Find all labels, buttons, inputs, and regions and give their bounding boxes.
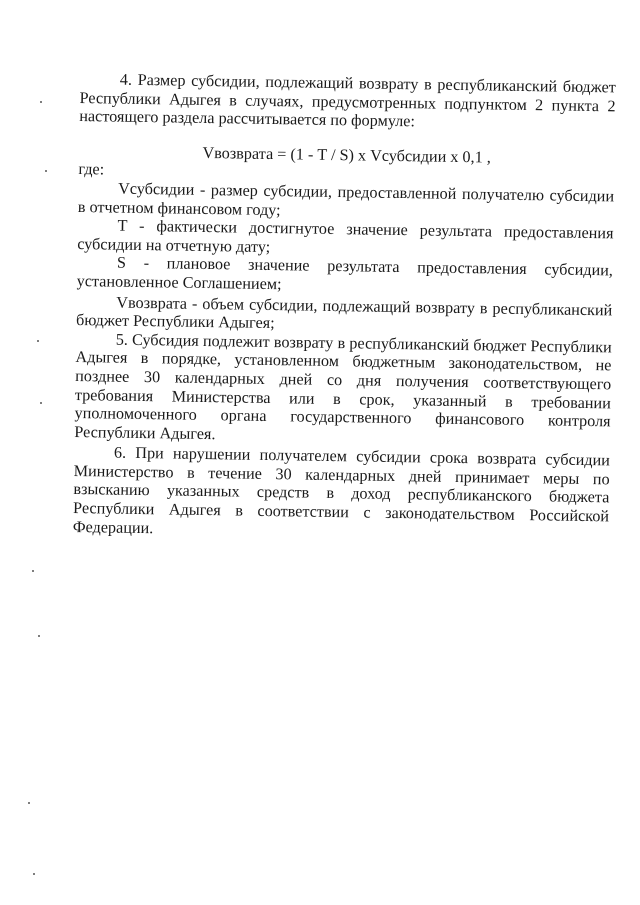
scan-speck bbox=[37, 340, 39, 342]
scan-speck bbox=[40, 402, 42, 404]
paragraph-5: 5. Субсидия подлежит возврату в республиканский бюджет Республики Адыгея в порядке, установленном бюджетным законодательством, не позднее 30 календарных дней со дня получения соответствующего требования Министерства или в срок, указанный в требовании уполномоченного органа государственного финансового контроля Республики Адыгея. bbox=[74, 330, 612, 443]
definition-vvozvrata: Vвозврата - объем субсидии, подлежащий возврату в республиканский бюджет Республики Адыгея; bbox=[75, 293, 613, 333]
formula: Vвозврата = (1 - T / S) х Vсубсидии х 0,1 , bbox=[202, 143, 491, 167]
where-label: где: bbox=[78, 160, 105, 179]
document-body bbox=[73, 70, 616, 545]
scan-speck bbox=[45, 170, 47, 172]
scan-speck bbox=[40, 101, 42, 103]
paragraph-6: 6. При нарушении получателем субсидии срока возврата субсидии Министерство в течение 30 календарных дней принимает меры по взысканию указанных средств в доход республиканского бюджета Республики Адыгея в соответствии с законодательством Российской Федерации. bbox=[72, 443, 611, 537]
scan-speck bbox=[33, 873, 35, 875]
definition-s: S - плановое значение результата предоставления субсидии, установленное Соглашением; bbox=[76, 253, 614, 294]
definition-vsubsidii: Vсубсидии - размер субсидии, предоставленной получателю субсидии в отчетном финансовом году; bbox=[77, 179, 615, 219]
definition-t: T - фактически достигнутое значение результата предоставления субсидии на отчетную дату; bbox=[77, 216, 614, 256]
scan-speck bbox=[38, 635, 40, 637]
paragraph-4: 4. Размер субсидии, подлежащий возврату в республиканский бюджет Республики Адыгея в случаях, предусмотренных подпунктом 2 пункта 2 настоящего раздела рассчитывается по формуле: bbox=[79, 70, 616, 131]
scan-speck bbox=[32, 570, 34, 572]
scan-speck bbox=[28, 802, 30, 804]
